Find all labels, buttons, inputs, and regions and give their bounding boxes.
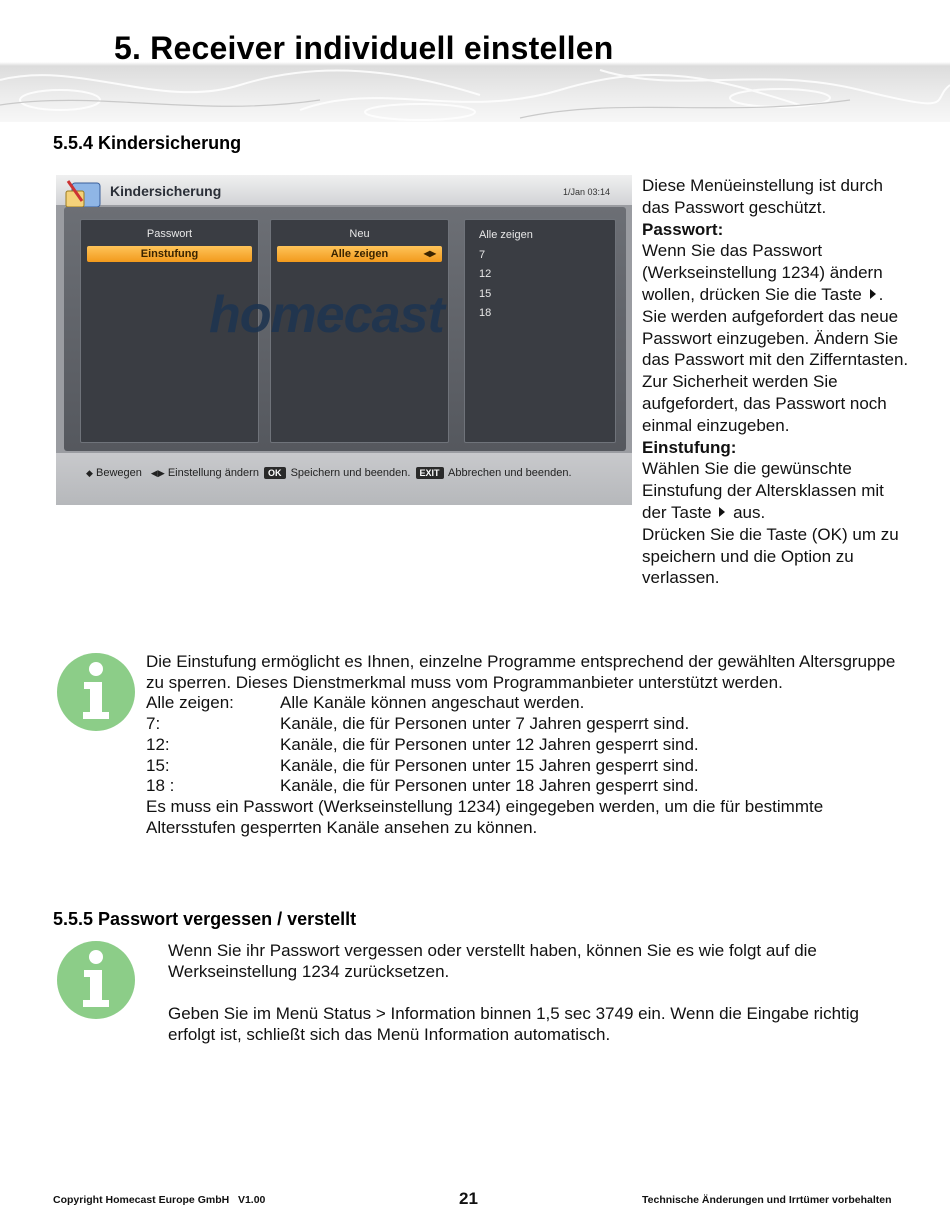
intro-text: Diese Menüeinstellung ist durch das Passwort geschützt. <box>642 176 883 217</box>
info-icon <box>56 940 136 1020</box>
note-outro: Es muss ein Passwort (Werkseinstellung 1234) eingegeben werden, um die für bestimmte Altersstufen gesperrten Kanäle ansehen zu können. <box>146 796 824 837</box>
einstufung-instructions: Wählen Sie die gewünschte Einstufung der Altersklassen mit der Taste aus. <box>642 459 884 522</box>
section-heading-kindersicherung: 5.5.4 Kindersicherung <box>53 133 242 153</box>
osd-column-age-levels <box>464 219 616 443</box>
list-item[interactable]: Alle zeigen <box>479 229 533 241</box>
hint-exit: Abbrechen und beenden. <box>448 467 572 479</box>
page-title: 5. Receiver individuell einstellen <box>114 30 614 66</box>
kindersicherung-description <box>642 175 912 589</box>
reset-para-2: Geben Sie im Menü Status > Information binnen 1,5 sec 3749 ein. Wenn die Eingabe richtig erfolgt ist, schließt sich das Menü Information automatisch. <box>168 1004 859 1044</box>
osd-title-bar <box>56 175 632 205</box>
info-icon <box>56 652 136 732</box>
list-item[interactable]: 15 <box>479 287 492 300</box>
einstufung-heading: Einstufung: <box>642 437 737 457</box>
page-number: 21 <box>459 1189 478 1208</box>
footer-copyright: Copyright Homecast Europe GmbH V1.00 <box>53 1194 266 1206</box>
list-item[interactable]: 7 <box>479 248 486 261</box>
passwort-reset-note <box>168 940 908 1066</box>
table-row: 12: Kanäle, die für Personen unter 12 Jahren gesperrt sind. <box>146 734 699 754</box>
hint-ok: Speichern und beenden. <box>290 467 411 479</box>
ok-key-badge: OK <box>264 467 286 479</box>
column-header-passwort: Passwort <box>146 228 193 240</box>
exit-key-badge: EXIT <box>416 467 444 479</box>
osd-title: Kindersicherung <box>110 183 222 199</box>
reset-para-1: Wenn Sie ihr Passwort vergessen oder verstellt haben, können Sie es wie folgt auf die Werkseinstellung 1234 zurücksetzen. <box>168 941 817 981</box>
osd-clock: 1/Jan 03:14 <box>562 187 610 197</box>
passwort-confirm-text: Zur Sicherheit werden Sie aufgefordert, das Passwort noch einmal einzugeben. <box>642 372 887 435</box>
hint-change: Einstellung ändern <box>167 467 259 479</box>
age-level-table <box>146 693 906 797</box>
list-item[interactable]: 12 <box>479 268 492 280</box>
osd-menu-area <box>64 207 626 451</box>
osd-hint-bar <box>56 453 632 505</box>
homecast-watermark-logo: homecast <box>209 286 444 344</box>
age-level-list <box>479 228 533 326</box>
note-intro: Die Einstufung ermöglicht es Ihnen, einzelne Programme entsprechend der gewählten Altersgruppe zu sperren. Dieses Dienstmerkmal muss vom Programmanbieter unterstützt werden. <box>146 652 896 692</box>
arrow-right-icon <box>870 289 876 299</box>
menu-palette-icon <box>62 177 104 211</box>
menu-item-einstufung[interactable]: Einstufung <box>87 246 252 262</box>
left-right-arrow-icon: ◀▶ <box>150 468 165 478</box>
arrow-right-icon <box>719 507 725 517</box>
osd-screenshot <box>56 175 632 505</box>
einstufung-save-text: Drücken Sie die Taste (OK) um zu speichern und die Option zu verlassen. <box>642 524 899 588</box>
passwort-instructions: Wenn Sie das Passwort (Werkseinstellung 1234) ändern wollen, drücken Sie die Taste . <box>642 241 884 304</box>
passwort-heading: Passwort: <box>642 219 724 239</box>
table-row: Alle zeigen: Alle Kanäle können angeschaut werden. <box>146 693 585 713</box>
up-down-arrow-icon: ◆ <box>86 468 93 478</box>
hint-move: Bewegen <box>95 467 142 479</box>
footer-disclaimer: Technische Änderungen und Irrtümer vorbehalten <box>642 1194 892 1206</box>
option-label: Alle zeigen <box>330 248 389 260</box>
table-row: 15: Kanäle, die für Personen unter 15 Jahren gesperrt sind. <box>146 755 699 775</box>
passwort-new-text: Sie werden aufgefordert das neue Passwort einzugeben. Ändern Sie das Passwort mit den Zifferntasten. <box>642 306 909 370</box>
table-row: 18 : Kanäle, die für Personen unter 18 Jahren gesperrt sind. <box>146 776 699 796</box>
list-item[interactable]: 18 <box>479 307 492 319</box>
left-right-arrow-icon: ◀▶ <box>423 249 436 258</box>
option-alle-zeigen[interactable] <box>277 246 442 262</box>
table-row: 7: Kanäle, die für Personen unter 7 Jahren gesperrt sind. <box>146 714 690 734</box>
section-heading-passwort-vergessen: 5.5.5 Passwort vergessen / verstellt <box>53 909 357 929</box>
osd-hints <box>86 467 572 479</box>
einstufung-info-note <box>146 652 906 838</box>
column-header-neu: Neu <box>349 228 370 240</box>
